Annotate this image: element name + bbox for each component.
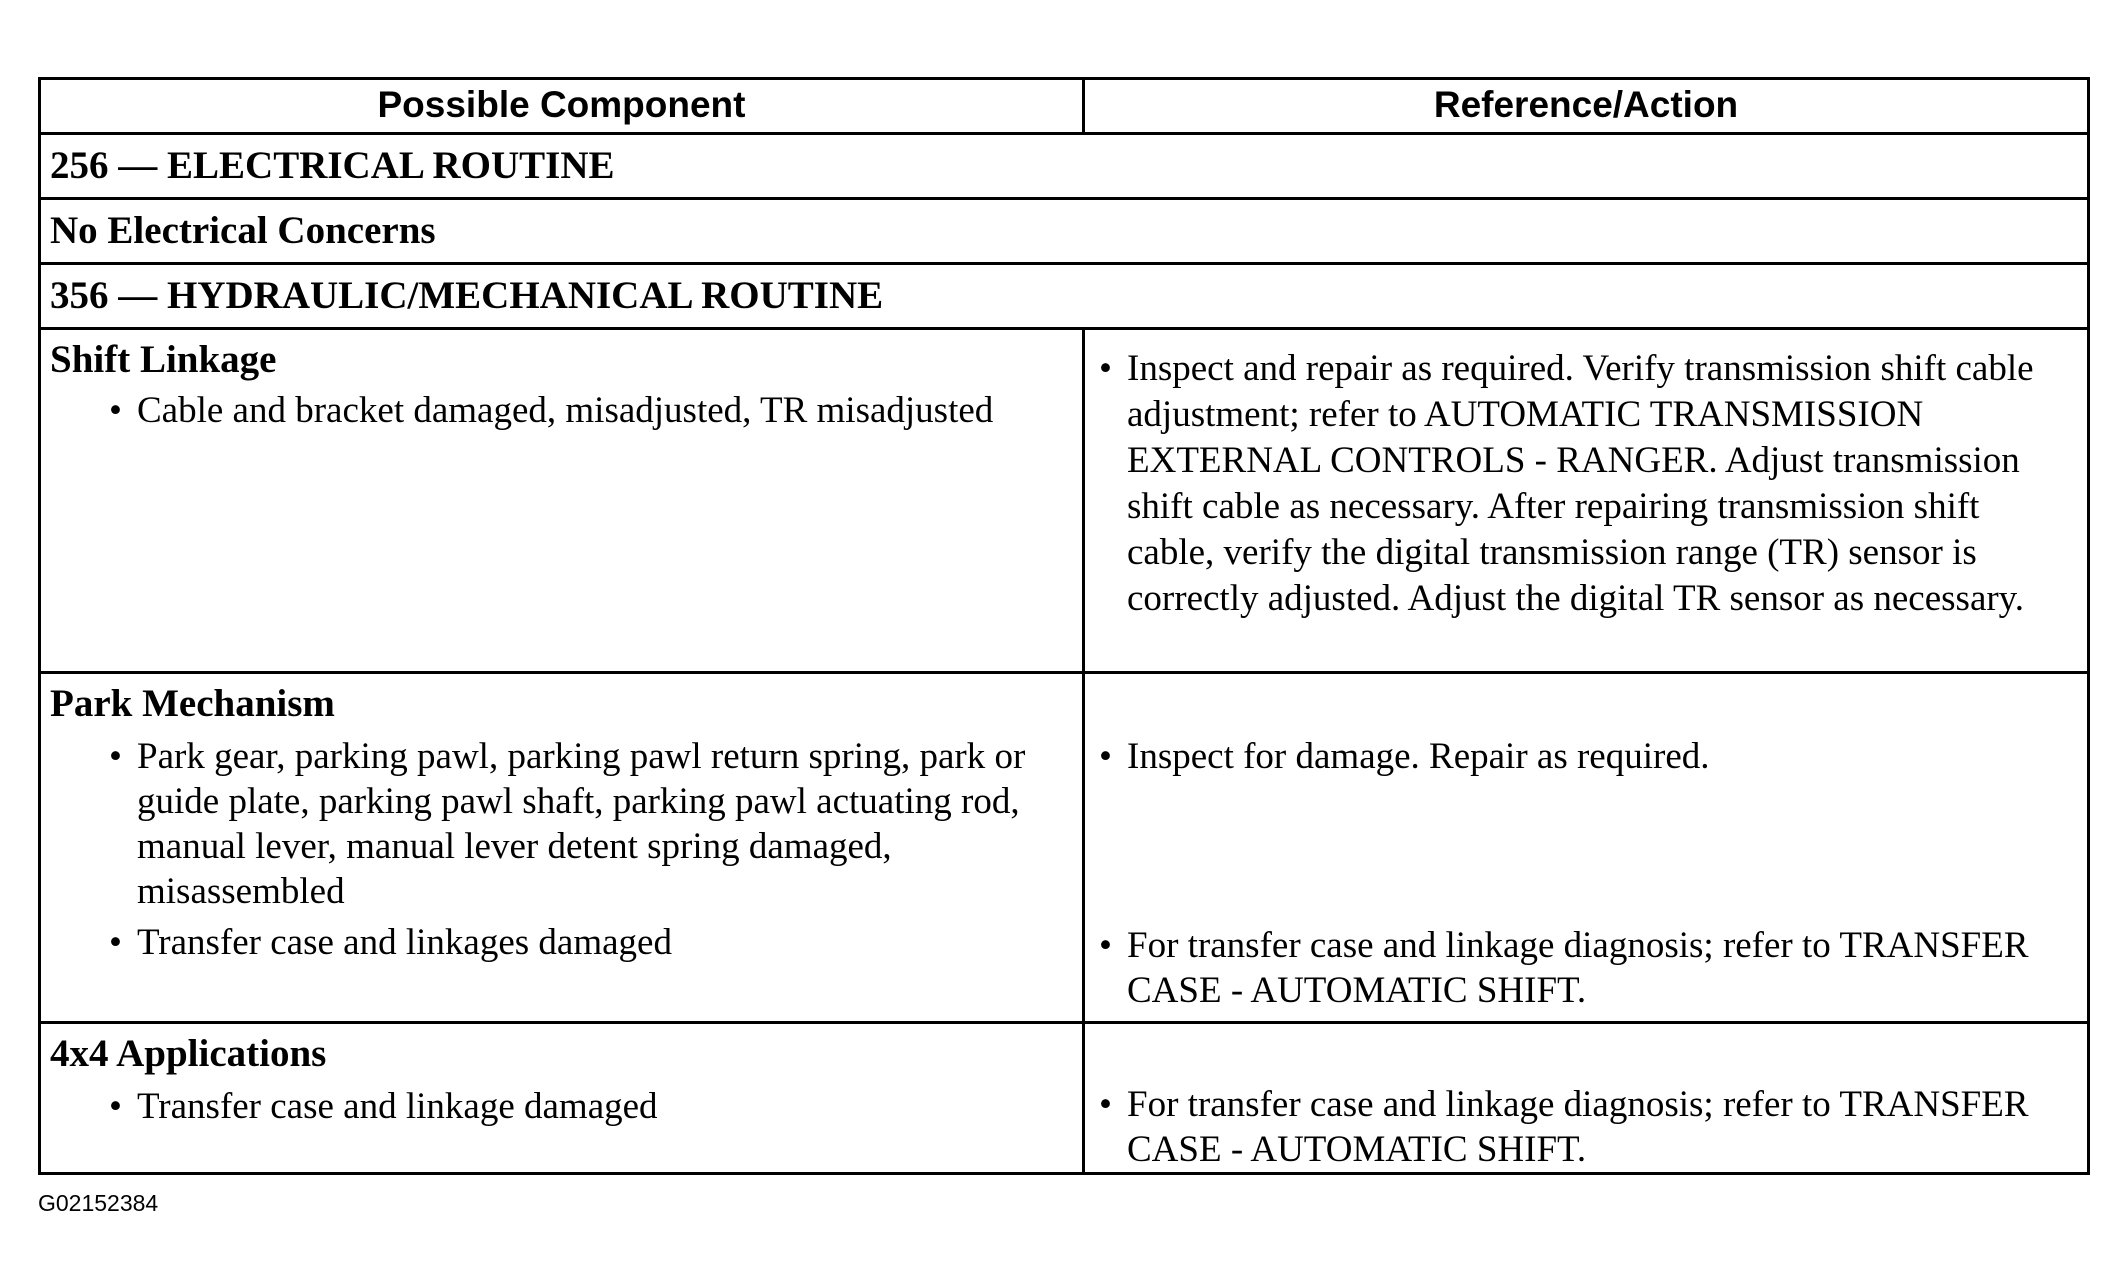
section-title-no-electrical: No Electrical Concerns xyxy=(50,209,436,252)
bullet-icon: • xyxy=(109,922,122,963)
bullet-icon: • xyxy=(1099,736,1112,777)
component-cell-shift-linkage xyxy=(41,330,1085,671)
header-reference-action: Reference/Action xyxy=(1433,84,1739,125)
action-cell-park-mechanism xyxy=(1085,674,2087,1021)
section-row-no-electrical xyxy=(41,197,2087,262)
list-item xyxy=(41,734,1082,914)
group-title-shift-linkage: Shift Linkage xyxy=(50,338,277,381)
figure-id: G02152384 xyxy=(38,1190,159,1216)
list-item xyxy=(1085,1082,2087,1172)
group-title-4x4: 4x4 Applications xyxy=(50,1032,327,1075)
table-row-shift-linkage xyxy=(41,327,2087,671)
list-item xyxy=(41,1084,1082,1129)
bullet-icon: • xyxy=(1099,1084,1112,1125)
component-text: Park gear, parking pawl, parking pawl return spring, park or guide plate, parking pawl shaft, parking pawl actuating rod, manual lever, manual lever detent spring damaged, misassembled xyxy=(137,736,1026,912)
section-row-356 xyxy=(41,262,2087,327)
action-text: Inspect and repair as required. Verify transmission shift cable adjustment; refer to AUTOMATIC TRANSMISSION EXTERNAL CONTROLS - RANGER. Adjust transmission shift cable as necessary. After repairing transmission shift cable, verify the digital transmission range (TR) sensor is correctly adjusted. Adjust the digital TR sensor as necessary. xyxy=(1127,348,2034,619)
list-item xyxy=(1085,346,2087,622)
diagnosis-table xyxy=(38,77,2090,1175)
list-item xyxy=(1085,923,2087,1013)
action-text: Inspect for damage. Repair as required. xyxy=(1127,736,1710,777)
component-text: Transfer case and linkage damaged xyxy=(137,1086,658,1127)
action-cell-shift-linkage xyxy=(1085,330,2087,671)
group-title-park-mechanism: Park Mechanism xyxy=(50,682,335,725)
bullet-icon: • xyxy=(109,736,122,777)
header-row xyxy=(41,80,2087,132)
section-row-256 xyxy=(41,132,2087,197)
section-title-356: 356 — HYDRAULIC/MECHANICAL ROUTINE xyxy=(50,274,884,317)
component-cell-4x4 xyxy=(41,1024,1085,1172)
action-text: For transfer case and linkage diagnosis; refer to TRANSFER CASE - AUTOMATIC SHIFT. xyxy=(1127,925,2029,1011)
action-cell-4x4 xyxy=(1085,1024,2087,1172)
action-text: For transfer case and linkage diagnosis; refer to TRANSFER CASE - AUTOMATIC SHIFT. xyxy=(1127,1084,2029,1170)
bullet-icon: • xyxy=(1099,348,1112,389)
section-title-256: 256 — ELECTRICAL ROUTINE xyxy=(50,144,615,187)
bullet-icon: • xyxy=(109,1086,122,1127)
component-text: Cable and bracket damaged, misadjusted, TR misadjusted xyxy=(137,390,994,431)
list-item xyxy=(41,388,1082,433)
component-cell-park-mechanism xyxy=(41,674,1085,1021)
table-row-4x4-applications xyxy=(41,1021,2087,1172)
bullet-icon: • xyxy=(109,390,122,431)
header-possible-component: Possible Component xyxy=(41,80,1085,132)
component-text: Transfer case and linkages damaged xyxy=(137,922,672,963)
list-item xyxy=(41,920,1082,965)
list-item xyxy=(1085,734,2087,779)
bullet-icon: • xyxy=(1099,925,1112,966)
table-row-park-mechanism xyxy=(41,671,2087,1021)
